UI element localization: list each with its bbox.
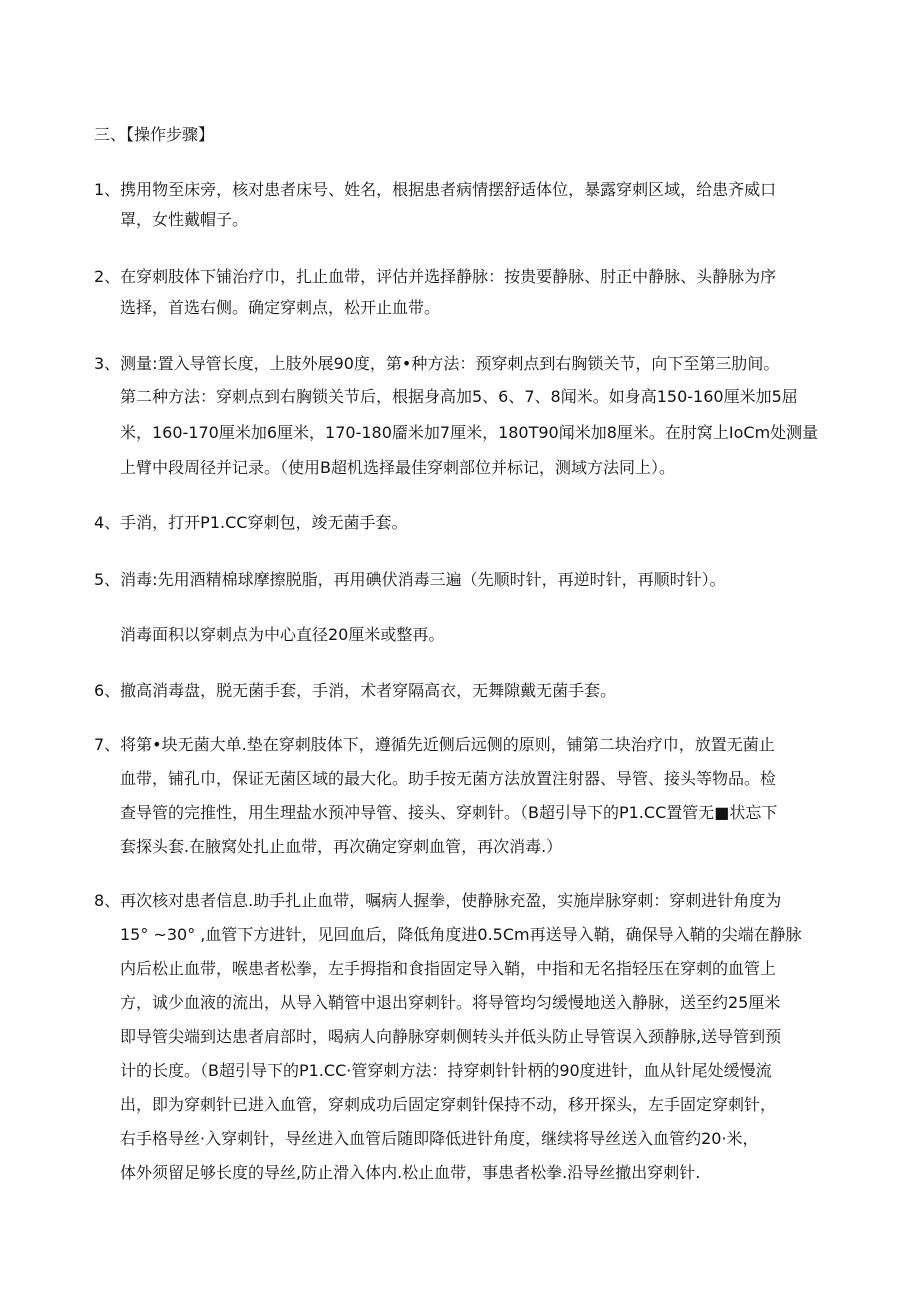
step-7-line-2: 血带，铺孔巾，保证无菌区域的最大化。助手按无菌方法放置注射器、导管、接头等物品。检 — [120, 769, 777, 788]
step-2-line-1: 2、在穿刺肢体下铺治疗巾，扎止血带，评估并选择静脉：按贵要静脉、肘正中静脉、头静脉为序 — [94, 267, 777, 286]
step-6-line-1: 6、撤高消毒盘，脱无菌手套，手消，术者穿隔高衣，无舞隙戴无菌手套。 — [94, 681, 617, 700]
step-8-line-7: 出，即为穿刺针已进入血管，穿刺成功后固定穿刺针保持不动，移开探头，左手固定穿刺针， — [120, 1095, 777, 1114]
step-1-line-1: 1、携用物至床旁，核对患者床号、姓名，根据患者病情摆舒适体位，暴露穿刺区域，给患齐威口 — [94, 180, 777, 199]
step-1-line-2: 罩，女性戴帽子。 — [120, 210, 249, 229]
step-3-line-1: 3、测量:置入导管长度，上肢外展90度，第•种方法：预穿刺点到右胸锁关节，向下至第三肋间。 — [94, 354, 780, 373]
step-8-line-6: 计的长度。（B超引导下的P1.CC·管穿刺方法：持穿刺针针柄的90度进针，血从针尾处缓慢流 — [120, 1061, 772, 1080]
step-8-line-4: 方，诚少血液的流出，从导入鞘管中退出穿刺针。将导管均匀缓慢地送入静脉，送至约25厘米 — [120, 993, 781, 1012]
step-2-line-2: 选择，首选右侧。确定穿刺点，松开止血带。 — [120, 298, 441, 317]
step-8-line-3: 内后松止血带，喉患者松拳，左手拇指和食指固定导入鞘，中指和无名指轻压在穿刺的血管上 — [120, 959, 777, 978]
step-3-line-4: 上臂中段周径并记录。（使用B超机选择最佳穿刺部位并标记，测域方法同上）。 — [120, 458, 675, 477]
step-7-line-3: 查导管的完推性，用生理盐水预冲导管、接头、穿刺针。（B超引导下的P1.CC置管无■状忘下 — [120, 803, 778, 822]
step-3-line-2: 第二种方法：穿刺点到右胸锁关节后，根据身高加5、6、7、8闻米。如身高150-160厘米加5屈 — [120, 387, 798, 406]
step-5-line-2: 消毒面积以穿刺点为中心直径20厘米或整再。 — [120, 625, 445, 644]
step-8-line-9: 体外须留足够长度的导丝,防止滑入体内.松止血带，事患者松拳.沿导丝撤出穿刺针. — [120, 1163, 701, 1182]
step-8-line-8: 右手格导丝·入穿刺针，导丝进入血管后随即降低进针角度，继续将导丝送入血管约20·米， — [120, 1129, 759, 1148]
step-4-line-1: 4、手消，打开P1.CC穿刺包，竣无菌手套。 — [94, 513, 408, 532]
section-heading: 三、【操作步骤】 — [94, 125, 215, 144]
step-7-line-1: 7、将第•块无菌大单.垫在穿刺肢体下，遵循先近侧后远侧的原则，铺第二块治疗巾，放置无菌止 — [94, 735, 775, 754]
step-7-line-4: 套探头套.在腋窝处扎止血带，再次确定穿刺血管，再次消毒.） — [120, 837, 563, 856]
step-5-line-1: 5、消毒:先用酒精棉球摩擦脱脂，再用碘伏消毒三遍（先顺时针，再逆时针，再顺时针）。 — [94, 570, 726, 589]
step-3-line-3: 米，160-170厘米加6厘米，170-180靥米加7厘米，180T90闻米加8厘米。在肘窝上IoCm处测量 — [120, 423, 819, 442]
step-8-line-1: 8、再次核对患者信息.助手扎止血带，嘱病人握拳，使静脉充盈，实施岸脉穿刺：穿刺进针角度为 — [94, 891, 782, 910]
step-8-line-2: 15° ~30° ,血管下方进针，见回血后，降低角度进0.5Cm再送导入鞘，确保导入鞘的尖端在静脉 — [120, 925, 802, 944]
step-8-line-5: 即导管尖端到达患者肩部时，喝病人向静脉穿刺侧转头并低头防止导管误入颈静脉,送导管到预 — [120, 1027, 782, 1046]
